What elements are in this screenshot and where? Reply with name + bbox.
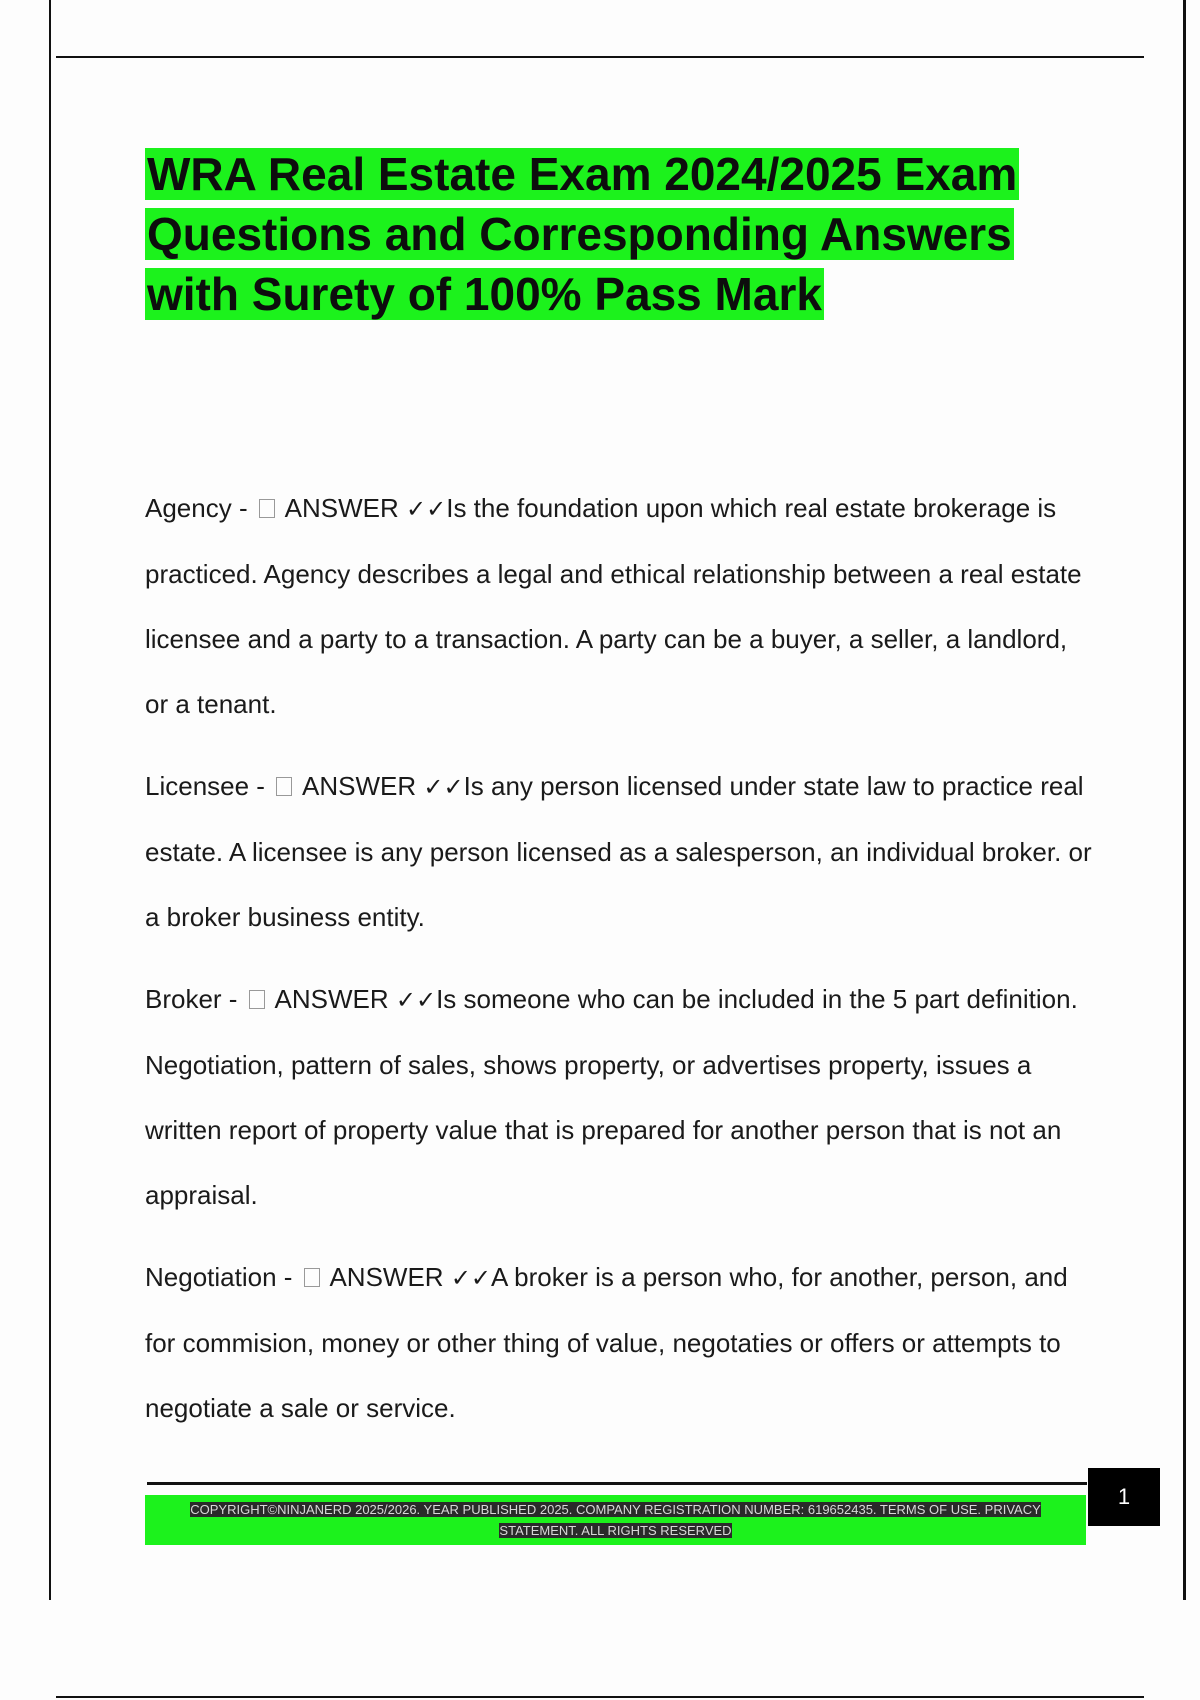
double-check-icon: ✓✓ <box>395 986 437 1014</box>
entry-term: Licensee <box>145 771 250 801</box>
copyright-text-content: COPYRIGHT©NINJANERD 2025/2026. YEAR PUBLISHED 2025. COMPANY REGISTRATION NUMBER: 619652435. TERMS OF USE. PRIVACY STATEMENT. ALL RIGHTS RESERVED <box>190 1502 1041 1538</box>
page-border-right <box>1183 0 1186 1600</box>
top-rule <box>56 56 1144 58</box>
checkbox-glyph-icon <box>259 499 275 518</box>
entry-term: Broker <box>145 984 222 1014</box>
entry-term: Agency <box>145 493 232 523</box>
checkbox-glyph-icon <box>304 1268 320 1287</box>
double-check-icon: ✓✓ <box>406 495 447 523</box>
entry-definition: Is any person licensed under state law to practice real estate. A licensee is any person licensed as a salesperson, an individual broker. or a broker business entity. <box>145 771 1092 932</box>
document-title-text: WRA Real Estate Exam 2024/2025 Exam Questions and Corresponding Answers with Surety of 100% Pass Mark <box>147 148 1018 320</box>
answer-marker: ANSWER <box>329 1262 444 1292</box>
entry-term: Negotiation <box>145 1262 277 1292</box>
document-title <box>145 144 1105 324</box>
answer-marker: ANSWER <box>284 493 399 523</box>
entry-definition: Is someone who can be included in the 5 part definition. Negotiation, pattern of sales, shows property, or advertises property, issues a written report of property value that is prepared for another person that is not an appraisal. <box>145 984 1078 1210</box>
footer-rule <box>147 1482 1087 1485</box>
qa-entry: Negotiation - ANSWER ✓✓A broker is a person who, for another, person, and for commision, money or other thing of value, negotaties or offers or attempts to negotiate a sale or service. <box>145 1262 1068 1423</box>
page-border-left <box>49 0 51 1600</box>
entry-definition: A broker is a person who, for another, person, and for commision, money or other thing of value, negotaties or offers or attempts to negotiate a sale or service. <box>145 1262 1068 1423</box>
answer-marker: ANSWER <box>301 771 417 801</box>
double-check-icon: ✓✓ <box>450 1264 492 1292</box>
copyright-footer <box>145 1495 1086 1545</box>
page-number-badge: 1 <box>1088 1468 1160 1526</box>
double-check-icon: ✓✓ <box>423 773 464 801</box>
copyright-text <box>176 1499 1056 1541</box>
qa-entry: Agency - ANSWER ✓✓Is the foundation upon which real estate brokerage is practiced. Agency describes a legal and ethical relationship between a real estate licensee and a party to a transaction. A party can be a buyer, a seller, a landlord, or a tenant. <box>145 493 1082 719</box>
qa-entry: Licensee - ANSWER ✓✓Is any person licensed under state law to practice real estate. A licensee is any person licensed as a salesperson, an individual broker. or a broker business entity. <box>145 771 1092 932</box>
entry-definition: Is the foundation upon which real estate brokerage is practiced. Agency describes a legal and ethical relationship between a real estate licensee and a party to a transaction. A party can be a buyer, a seller, a landlord, or a tenant. <box>145 493 1082 719</box>
qa-list <box>145 476 1095 1458</box>
checkbox-glyph-icon <box>276 777 292 796</box>
bottom-rule <box>56 1696 1144 1698</box>
checkbox-glyph-icon <box>249 990 265 1009</box>
answer-marker: ANSWER <box>274 984 389 1014</box>
qa-entry: Broker - ANSWER ✓✓Is someone who can be included in the 5 part definition. Negotiation, pattern of sales, shows property, or advertises property, issues a written report of property value that is prepared for another person that is not an appraisal. <box>145 984 1078 1210</box>
